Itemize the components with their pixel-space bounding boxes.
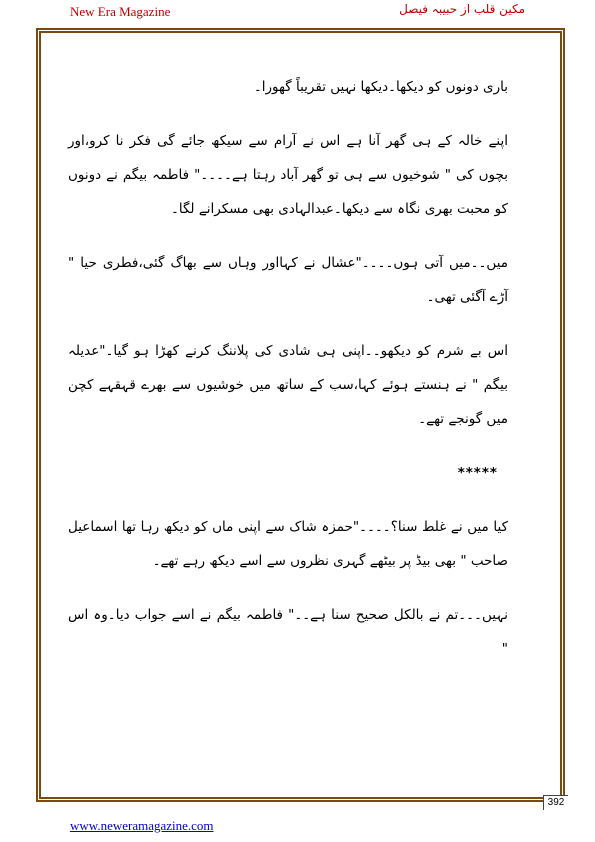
website-link[interactable]: www.neweramagazine.com bbox=[70, 818, 214, 833]
story-title: مکین قلب از حبیبہ فیصل bbox=[399, 2, 525, 16]
paragraph: اپنے خالہ کے ہی گھر آنا ہے اس نے آرام سے سیکھ جائے گی فکر نا کرو،اور بچوں کی " شوخیوں سے ہی تو گھر آباد رہتا ہے۔۔۔۔" فاطمہ بیگم نے دونوں کو محبت بھری نگاہ سے دیکھا۔عبدالہادی بھی مسکرانے لگا۔ bbox=[68, 133, 508, 217]
magazine-name: New Era Magazine bbox=[70, 4, 171, 19]
section-divider: ***** bbox=[457, 465, 498, 481]
paragraph: نہیں۔۔۔تم نے بالکل صحیح سنا ہے۔۔" فاطمہ بیگم نے اسے جواب دیا۔وہ اس " bbox=[68, 607, 508, 657]
paragraph: باری دونوں کو دیکھا۔دیکھا نہیں تقریباً گھورا۔ bbox=[253, 79, 508, 95]
paragraph: میں۔۔میں آتی ہوں۔۔۔۔"عشال نے کہااور وہاں سے بھاگ گئی،فطری حیا " آڑے آگئی تھی۔ bbox=[68, 255, 508, 305]
paragraph: اس بے شرم کو دیکھو۔۔اپنی ہی شادی کی پلاننگ کرنے کھڑا ہو گیا۔"عدیلہ بیگم " نے ہنستے ہوئے کہا،سب کے ساتھ میں خوشیوں سے بھرے قہقہے کچن میں گونجے تھے۔ bbox=[68, 343, 508, 427]
story-text bbox=[68, 70, 508, 686]
page-number: 392 bbox=[543, 795, 568, 810]
paragraph: کیا میں نے غلط سنا؟۔۔۔۔"حمزہ شاک سے اپنی ماں کو دیکھ رہا تھا اسماعیل صاحب " بھی بیڈ پر بیٹھے گہری نظروں سے اسے دیکھ رہے تھے۔ bbox=[68, 519, 508, 569]
